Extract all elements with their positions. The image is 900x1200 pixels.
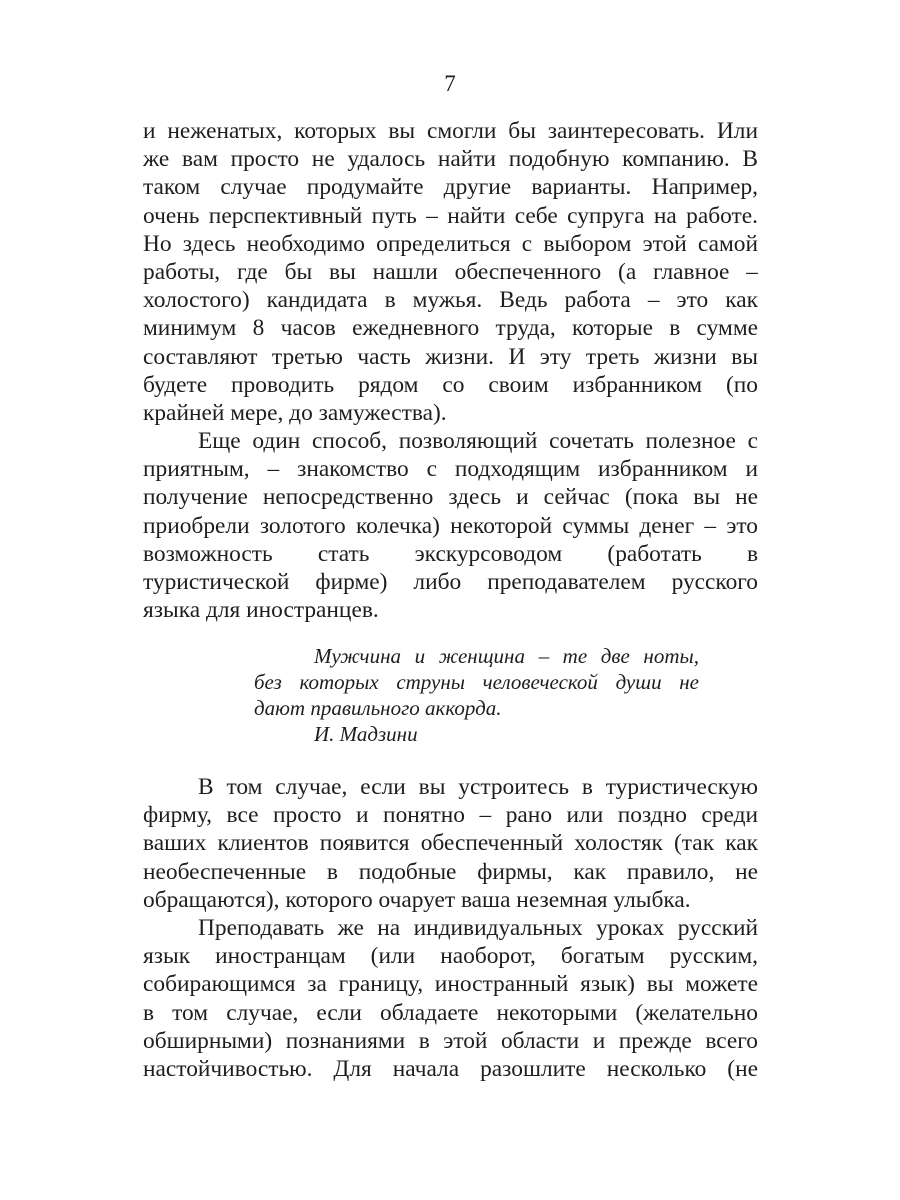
text-line: же вам просто не удалось найти подобную компанию. В (143, 146, 758, 173)
text-line: возможность стать экскурсоводом (работать в (143, 540, 758, 567)
text-line: фирму, все просто и понятно – рано или поздно среди (143, 802, 758, 829)
epigraph-author: И. Мадзини (314, 722, 418, 746)
text-line: Но здесь необходимо определиться с выбором этой самой (143, 230, 758, 257)
text-line: получение непосредственно здесь и сейчас (пока вы не (143, 484, 758, 511)
text-line: ваших клиентов появится обеспеченный холостяк (так как (143, 830, 758, 857)
paragraph-1 (143, 117, 758, 427)
epigraph-line: Мужчина и женщина – те две ноты, (314, 644, 699, 668)
text-line: крайней мере, до замужества). (143, 399, 447, 426)
page-number: 7 (444, 71, 456, 96)
paragraph-2 (143, 427, 758, 624)
text-line: В том случае, если вы устроитесь в туристическую (198, 774, 758, 800)
text-line: туристической фирме) либо преподавателем русского (143, 568, 758, 595)
text-line: очень перспективный путь – найти себе супруга на работе. (143, 202, 758, 229)
text-line: приобрели золотого колечка) некоторой суммы денег – это (143, 512, 758, 539)
text-line: Еще один способ, позволяющий сочетать полезное с (198, 428, 758, 454)
text-line: холостого) кандидата в мужья. Ведь работа – это как (143, 287, 758, 314)
paragraph-3 (143, 773, 758, 914)
text-line: в том случае, если обладаете некоторыми (желательно (143, 999, 758, 1026)
text-line: язык иностранцам (или наоборот, богатым русским, (143, 943, 758, 970)
text-line: обширными) познаниями в этой области и прежде всего (143, 1027, 758, 1054)
text-line: обращаются), которого очарует ваша неземная улыбка. (143, 886, 691, 913)
text-line: составляют третью часть жизни. И эту треть жизни вы (143, 343, 758, 370)
text-line: настойчивостью. Для начала разошлите несколько (не (143, 1055, 758, 1082)
text-line: собирающимся за границу, иностранный язык) вы можете (143, 971, 758, 998)
text-line: таком случае продумайте другие варианты. Например, (143, 174, 758, 201)
text-line: и неженатых, которых вы смогли бы заинтересовать. Или (143, 118, 758, 144)
text-line: Преподавать же на индивидуальных уроках русский (198, 915, 758, 941)
text-line: языка для иностранцев. (143, 597, 379, 624)
text-line: приятным, – знакомство с подходящим избранником и (143, 456, 758, 483)
text-line: будете проводить рядом со своим избранником (по (143, 371, 758, 398)
epigraph (254, 643, 699, 747)
text-line: минимум 8 часов ежедневного труда, которые в сумме (143, 315, 758, 342)
text-line: необеспеченные в подобные фирмы, как правило, не (143, 858, 758, 885)
paragraph-4 (143, 914, 758, 1083)
epigraph-line: дают правильного аккорда. (254, 696, 502, 720)
text-line: работы, где бы вы нашли обеспеченного (а главное – (143, 258, 758, 285)
epigraph-line: без которых струны человеческой души не (254, 670, 699, 694)
